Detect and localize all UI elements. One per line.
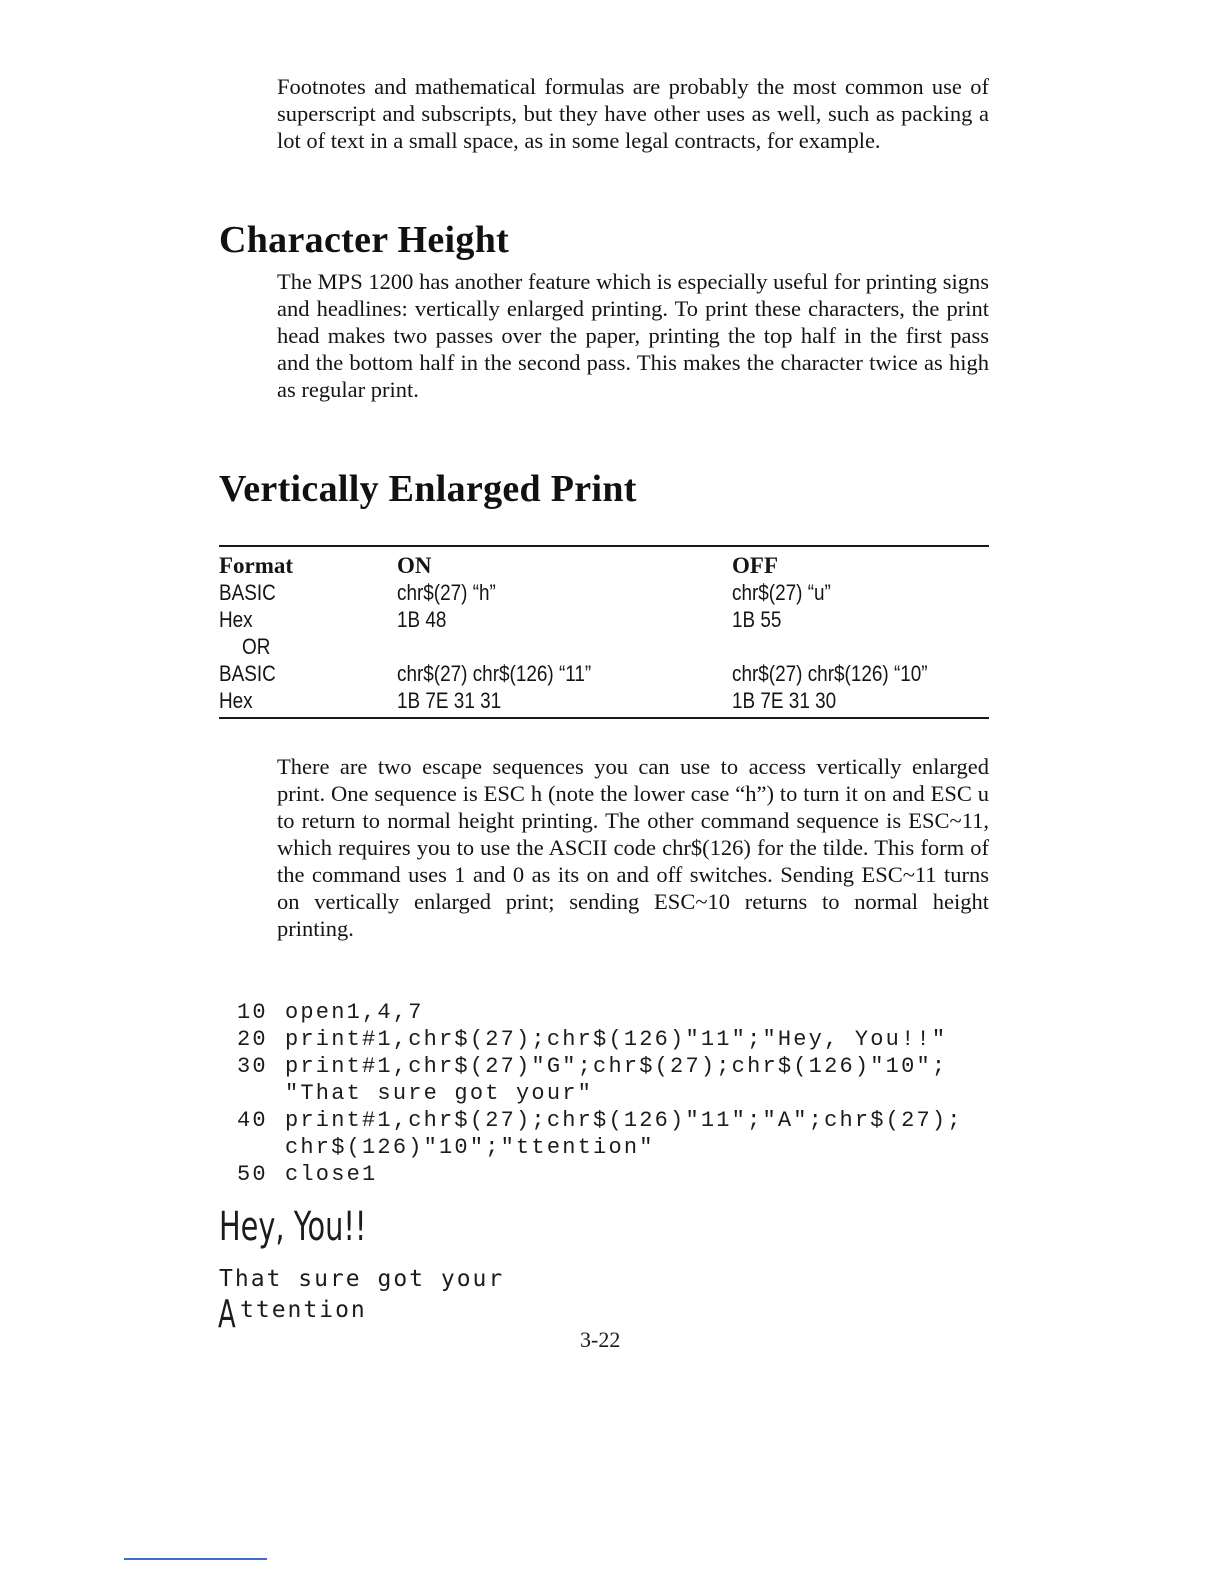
table-cell-off: 1B 55 [732, 607, 782, 632]
table-bottom-rule [219, 717, 989, 719]
table-top-rule [219, 545, 989, 547]
table-cell-format: Hex [219, 607, 253, 632]
enlarged-output-line: Hey, You!! [219, 1204, 367, 1250]
table-cell-on: chr$(27) chr$(126) “11” [397, 661, 592, 686]
table-cell-on: 1B 7E 31 31 [397, 688, 502, 713]
table-cell-on: chr$(27) “h” [397, 580, 496, 605]
listing-line-code: print#1,chr$(27);chr$(126)"11";"Hey, You!!" [285, 1027, 948, 1052]
table-header-format: Format [219, 553, 294, 578]
table-header-off: OFF [732, 553, 778, 578]
listing-line-code: open1,4,7 [285, 1000, 424, 1025]
table-cell-format: BASIC [219, 580, 276, 605]
escape-sequences-paragraph: There are two escape sequences you can use to access vertically enlarged print. One sequence is ESC h (note the lower case “h”) to turn it on and ESC u to return to normal height printing. The other command sequence is ESC~11, which requires you to use the ASCII code chr$(126) for the tilde. This form of the command uses 1 and 0 as its on and off switches. Sending ESC~11 turns on vertically enlarged print; sending ESC~10 returns to normal height printing. [277, 754, 989, 941]
section-title-vertically-enlarged-print: Vertically Enlarged Print [219, 468, 637, 510]
listing-line-code: close1 [285, 1162, 378, 1187]
table-cell-off: chr$(27) “u” [732, 580, 831, 605]
enlarged-letter: A [218, 1292, 236, 1336]
listing-line-number: 10 [237, 1000, 268, 1025]
listing-line-number: 30 [237, 1054, 268, 1079]
footer-rule [124, 1558, 267, 1560]
normal-output-line-rest: ttention [240, 1297, 367, 1323]
table-cell-off: chr$(27) chr$(126) “10” [732, 661, 928, 686]
listing-line-continuation: "That sure got your" [285, 1081, 594, 1106]
page-number: 3-22 [580, 1327, 621, 1352]
character-height-paragraph: The MPS 1200 has another feature which is especially useful for printing signs and headlines: vertically enlarged printing. To print these characters, the print head makes two passes over the paper, printing the top half in the first pass and the bottom half in the second pass. This makes the character twice as high as regular print. [277, 269, 989, 402]
table-cell-off: 1B 7E 31 30 [732, 688, 837, 713]
intro-paragraph: Footnotes and mathematical formulas are probably the most common use of superscript and subscripts, but they have other uses as well, such as packing a lot of text in a small space, as in some legal contracts, for example. [277, 74, 989, 153]
table-cell-format: BASIC [219, 661, 276, 686]
table-cell-format: Hex [219, 688, 253, 713]
normal-output-line: That sure got your [219, 1266, 505, 1292]
table-cell-on: 1B 48 [397, 607, 447, 632]
listing-line-code: print#1,chr$(27);chr$(126)"11";"A";chr$(27); [285, 1108, 963, 1133]
table-cell-or: OR [242, 634, 271, 659]
listing-line-number: 50 [237, 1162, 268, 1187]
listing-line-code: print#1,chr$(27)"G";chr$(27);chr$(126)"10"; [285, 1054, 948, 1079]
listing-line-number: 40 [237, 1108, 268, 1133]
section-title-character-height: Character Height [219, 219, 510, 261]
listing-line-number: 20 [237, 1027, 268, 1052]
listing-line-continuation: chr$(126)"10";"ttention" [285, 1135, 655, 1160]
table-header-on: ON [397, 553, 432, 578]
